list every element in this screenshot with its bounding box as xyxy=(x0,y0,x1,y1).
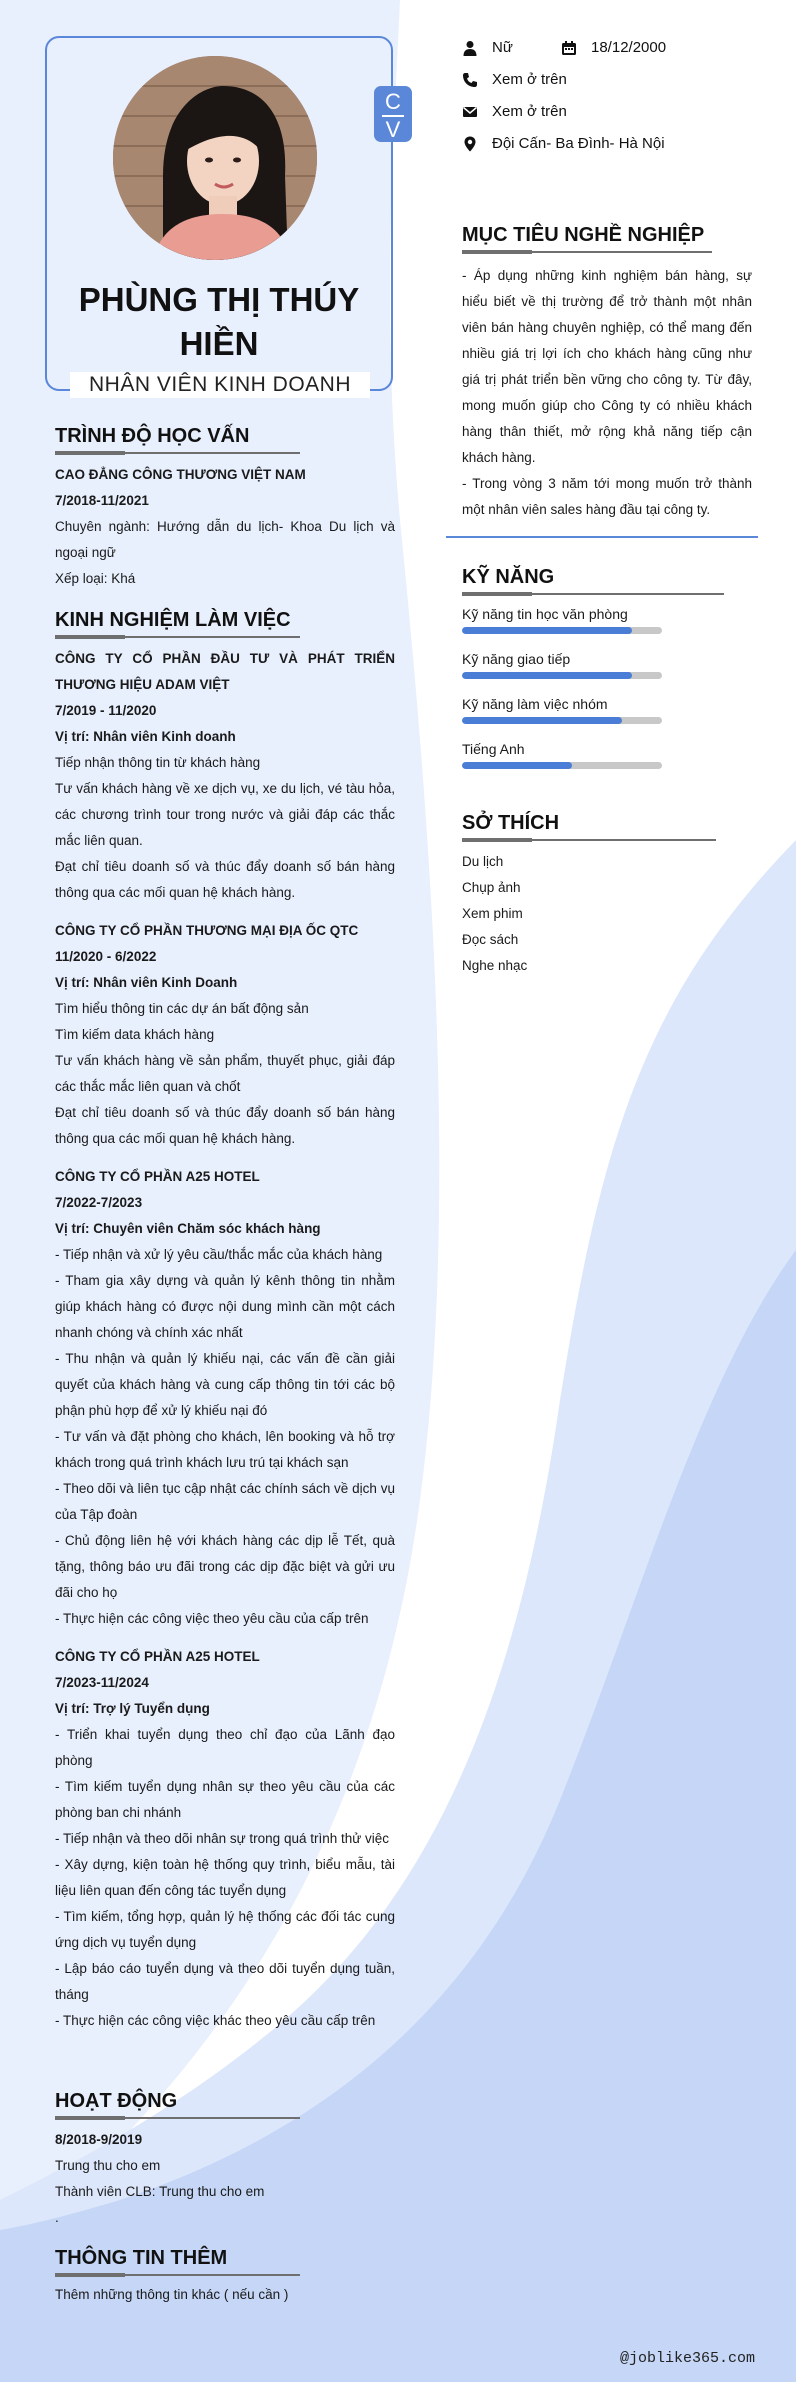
job-task: Tư vấn khách hàng về xe dịch vụ, xe du lịch, vé tàu hỏa, các chương trình tour trong nước và giải đáp các thắc mắc liên quan. xyxy=(55,781,395,848)
job-period: 11/2020 - 6/2022 xyxy=(55,949,157,964)
phone-icon xyxy=(462,72,478,88)
additional-underline xyxy=(55,2274,300,2276)
additional-text: Thêm những thông tin khác ( nếu cần ) xyxy=(55,2287,289,2302)
user-icon xyxy=(462,40,478,56)
hobby-item: Xem phim xyxy=(462,906,523,921)
job-task: Tư vấn khách hàng về sản phẩm, thuyết phục, giải đáp các thắc mắc liên quan và chốt xyxy=(55,1053,395,1094)
skill-bar-fill xyxy=(462,672,632,679)
job-task: Tìm hiểu thông tin các dự án bất động sản xyxy=(55,1001,309,1016)
location-pin-icon xyxy=(462,136,478,152)
job-task: - Thu nhận và quản lý khiếu nại, các vấn đề cần giải quyết của khách hàng và cung cấp thông tin tới các bộ phận phù hợp để xử lý khiếu nại đó xyxy=(55,1351,395,1418)
skill-item xyxy=(462,650,752,695)
education-major: Chuyên ngành: Hướng dẫn du lịch- Khoa Du lịch và ngoại ngữ xyxy=(55,519,395,560)
skill-bar-track xyxy=(462,762,662,769)
hobby-item: Đọc sách xyxy=(462,932,519,947)
skill-name: Tiếng Anh xyxy=(462,741,525,757)
job-task: - Tiếp nhận và theo dõi nhân sự trong quá trình thử việc xyxy=(55,1831,390,1846)
address-value: Đội Cấn- Ba Đình- Hà Nội xyxy=(492,135,665,152)
additional-title: THÔNG TIN THÊM xyxy=(55,2247,228,2269)
activities-underline xyxy=(55,2117,300,2119)
contact-phone xyxy=(462,68,567,92)
hobby-item: Nghe nhạc xyxy=(462,958,528,973)
cv-badge-bottom: V xyxy=(385,117,401,142)
job-task: Đạt chỉ tiêu doanh số và thúc đẩy doanh số bán hàng thông qua các mối quan hệ khách hàng. xyxy=(55,859,395,900)
job-period: 7/2023-11/2024 xyxy=(55,1675,149,1690)
job-task: - Tìm kiếm, tổng hợp, quản lý hệ thống các đối tác cung ứng dịch vụ tuyển dụng xyxy=(55,1909,395,1950)
cv-badge-top: C xyxy=(385,89,401,114)
objective-line: - Áp dụng những kinh nghiệm bán hàng, sự hiểu biết về thị trường để trở thành một nhân viên bán hàng chuyên nghiệp, có thể mang đến nhiều giá trị lợi ích cho khách hàng cũng như giá trị phát triển bền vững cho công ty. Từ đây, mong muốn giúp cho Công ty có nhiều khách hàng thân thiết, mở rộng khả năng tiếp cận khách hàng. xyxy=(462,268,752,465)
job-period: 7/2019 - 11/2020 xyxy=(55,703,157,718)
job-task: - Theo dõi và liên tục cập nhật các chính sách về dịch vụ của Tập đoàn xyxy=(55,1481,395,1522)
additional-section xyxy=(55,2245,395,2308)
activity-item: . xyxy=(55,2210,59,2225)
activity-item: Thành viên CLB: Trung thu cho em xyxy=(55,2184,265,2199)
skill-bar-track xyxy=(462,717,662,724)
job-task: - Triển khai tuyển dụng theo chỉ đạo của Lãnh đạo phòng xyxy=(55,1727,395,1768)
job-task: - Lập báo cáo tuyển dụng và theo dõi tuyển dụng tuần, tháng xyxy=(55,1961,395,2002)
objective-underline xyxy=(462,251,712,253)
job-task: - Tham gia xây dựng và quản lý kênh thông tin nhằm giúp khách hàng có được nội dung mình cần một cách nhanh chóng và chính xác nhất xyxy=(55,1273,395,1340)
job-company: CÔNG TY CỔ PHẦN THƯƠNG MẠI ĐỊA ỐC QTC xyxy=(55,923,359,938)
job-role: Vị trí: Chuyên viên Chăm sóc khách hàng xyxy=(55,1221,321,1236)
skill-item xyxy=(462,740,752,785)
contact-gender xyxy=(462,36,513,60)
hobby-item: Chụp ảnh xyxy=(462,880,521,895)
phone-value: Xem ở trên xyxy=(492,71,567,88)
watermark: @joblike365.com xyxy=(620,2350,756,2367)
skill-bar-fill xyxy=(462,627,632,634)
activity-period: 8/2018-9/2019 xyxy=(55,2132,143,2147)
skill-name: Kỹ năng làm việc nhóm xyxy=(462,696,608,712)
candidate-name: PHÙNG THỊ THÚY HIỀN xyxy=(78,281,360,362)
job-task: - Chủ động liên hệ với khách hàng các dịp lễ Tết, quà tặng, thông báo ưu đãi trong các dịp đặc biệt và gửi ưu đãi cho họ xyxy=(55,1533,395,1600)
contact-address xyxy=(462,132,665,156)
skills-title: KỸ NĂNG xyxy=(462,566,555,588)
envelope-icon xyxy=(462,104,478,120)
job-task: Tìm kiếm data khách hàng xyxy=(55,1027,215,1042)
job-entry xyxy=(55,918,395,1152)
calendar-icon xyxy=(561,40,577,56)
job-task: - Xây dựng, kiện toàn hệ thống quy trình, biểu mẫu, tài liệu liên quan đến công tác tuyển dụng xyxy=(55,1857,395,1898)
contact-email xyxy=(462,100,567,124)
education-period: 7/2018-11/2021 xyxy=(55,493,149,508)
job-role: Vị trí: Nhân viên Kinh doanh xyxy=(55,729,236,744)
candidate-position: NHÂN VIÊN KINH DOANH xyxy=(70,372,370,398)
objective-line: - Trong vòng 3 năm tới mong muốn trở thành một nhân viên sales hàng đầu tại công ty. xyxy=(462,476,752,517)
hobby-item: Du lịch xyxy=(462,854,504,869)
activities-title: HOẠT ĐỘNG xyxy=(55,2090,178,2112)
job-task: - Tiếp nhận và xử lý yêu cầu/thắc mắc của khách hàng xyxy=(55,1247,383,1262)
hobbies-underline xyxy=(462,839,716,841)
skill-bar-track xyxy=(462,627,662,634)
email-value: Xem ở trên xyxy=(492,103,567,120)
job-role: Vị trí: Nhân viên Kinh Doanh xyxy=(55,975,238,990)
activity-item: Trung thu cho em xyxy=(55,2158,161,2173)
education-title: TRÌNH ĐỘ HỌC VẤN xyxy=(55,425,250,447)
skills-section xyxy=(462,564,752,785)
job-task: - Thực hiện các công việc khác theo yêu cầu cấp trên xyxy=(55,2013,376,2028)
skills-underline xyxy=(462,593,724,595)
education-underline xyxy=(55,452,300,454)
experience-section xyxy=(55,607,395,2034)
activities-section xyxy=(55,2088,395,2231)
skill-name: Kỹ năng tin học văn phòng xyxy=(462,606,628,622)
skill-bar-fill xyxy=(462,717,622,724)
skill-name: Kỹ năng giao tiếp xyxy=(462,651,571,667)
hobbies-section xyxy=(462,810,752,979)
job-task: Đạt chỉ tiêu doanh số và thúc đẩy doanh số bán hàng thông qua các mối quan hệ khách hàng. xyxy=(55,1105,395,1146)
education-school: CAO ĐẲNG CÔNG THƯƠNG VIỆT NAM xyxy=(55,467,306,482)
skill-bar-track xyxy=(462,672,662,679)
skill-bar-fill xyxy=(462,762,572,769)
job-task: - Tư vấn và đặt phòng cho khách, lên booking và hỗ trợ khách trong quá trình khách lưu trú tại khách sạn xyxy=(55,1429,395,1470)
job-entry xyxy=(55,1644,395,2034)
avatar xyxy=(113,56,317,260)
objective-section xyxy=(462,222,752,523)
job-company: CÔNG TY CỔ PHẦN A25 HOTEL xyxy=(55,1649,260,1664)
objective-title: MỤC TIÊU NGHỀ NGHIỆP xyxy=(462,224,705,246)
job-task: Tiếp nhận thông tin từ khách hàng xyxy=(55,755,261,770)
contact-birthday xyxy=(561,36,666,60)
job-entry xyxy=(55,646,395,906)
experience-underline xyxy=(55,636,300,638)
job-entry xyxy=(55,1164,395,1632)
skill-item xyxy=(462,605,752,650)
job-company: CÔNG TY CỔ PHẦN ĐẦU TƯ VÀ PHÁT TRIỂN THƯƠNG HIỆU ADAM VIỆT xyxy=(55,651,395,692)
skill-item xyxy=(462,695,752,740)
experience-title: KINH NGHIỆM LÀM VIỆC xyxy=(55,609,291,631)
objective-divider xyxy=(446,536,758,538)
job-company: CÔNG TY CỔ PHẦN A25 HOTEL xyxy=(55,1169,260,1184)
birthday-value: 18/12/2000 xyxy=(591,39,667,56)
job-period: 7/2022-7/2023 xyxy=(55,1195,143,1210)
job-task: - Thực hiện các công việc theo yêu cầu của cấp trên xyxy=(55,1611,369,1626)
hobbies-title: SỞ THÍCH xyxy=(462,812,560,834)
education-section xyxy=(55,423,395,592)
cv-badge xyxy=(374,86,412,142)
job-role: Vị trí: Trợ lý Tuyển dụng xyxy=(55,1701,210,1716)
job-task: - Tìm kiếm tuyển dụng nhân sự theo yêu cầu của các phòng ban chi nhánh xyxy=(55,1779,395,1820)
gender-value: Nữ xyxy=(492,39,513,56)
portrait-image xyxy=(113,56,317,260)
education-grade: Xếp loại: Khá xyxy=(55,571,136,586)
